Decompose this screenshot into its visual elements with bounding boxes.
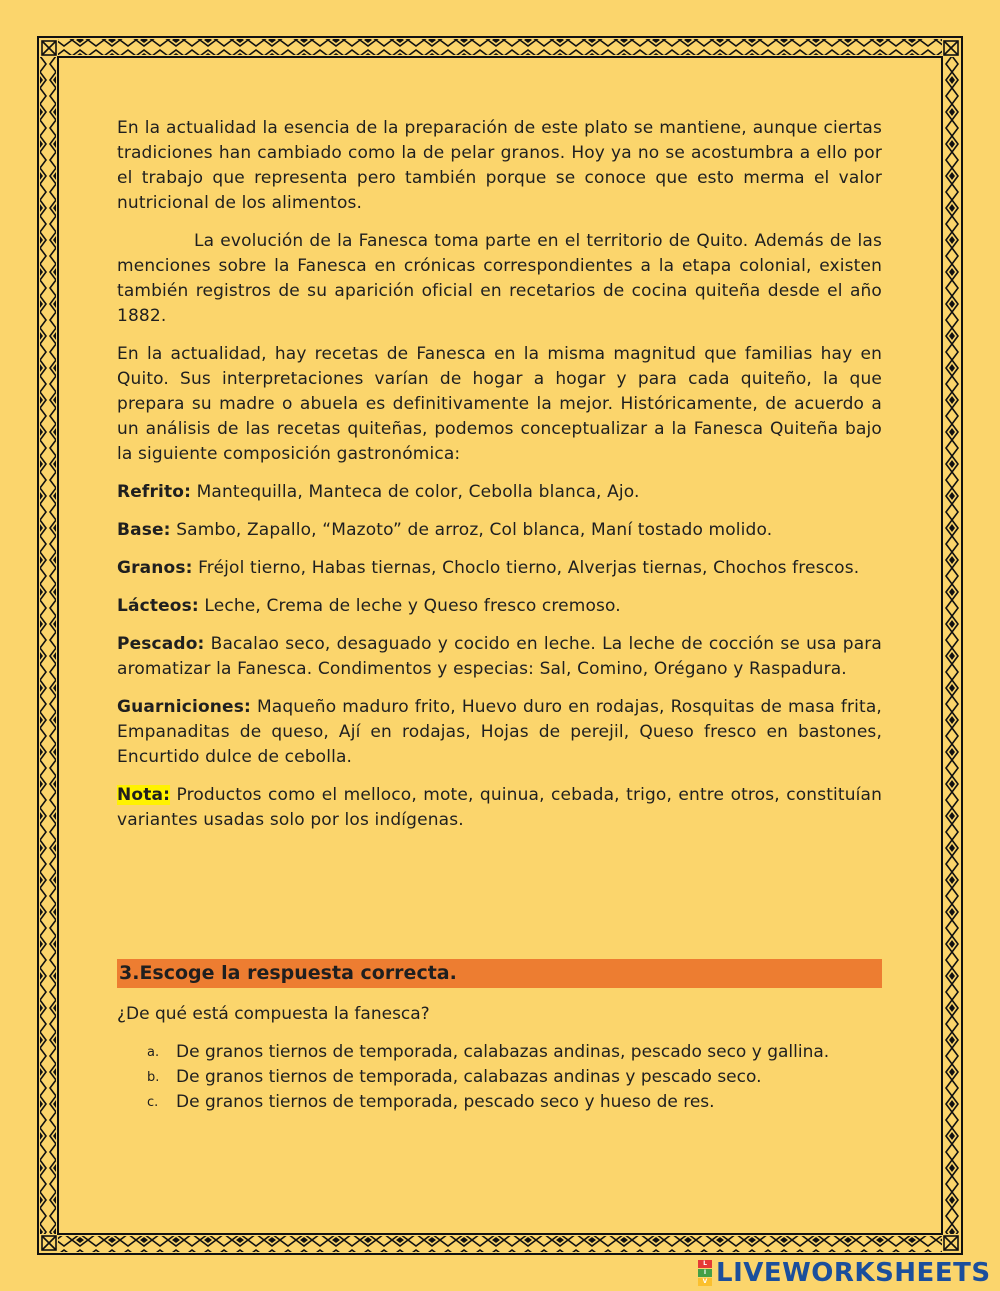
option-letter: a.: [147, 1045, 160, 1060]
ingredient-label: Refrito:: [117, 482, 192, 502]
exercise-question: ¿De qué está compuesta la fanesca?: [117, 1004, 430, 1024]
note: [117, 783, 882, 833]
answer-option-a[interactable]: [117, 1040, 882, 1065]
paragraph-2: La evolución de la Fanesca toma parte en el territorio de Quito. Además de las menciones sobre la Fanesca en crónicas correspondientes a la etapa colonial, existen también registros de su aparición oficial en recetarios de cocina quiteña desde el año 1882.: [117, 231, 882, 326]
ingredient-label: Pescado:: [117, 634, 205, 654]
logo-tiles-icon: [698, 1260, 712, 1287]
option-text: De granos tiernos de temporada, calabazas andinas y pescado seco.: [176, 1067, 762, 1087]
option-text: De granos tiernos de temporada, pescado seco y hueso de res.: [176, 1092, 715, 1112]
option-letter: b.: [147, 1070, 160, 1085]
liveworksheets-logo[interactable]: [698, 1258, 991, 1288]
ingredient-granos: [117, 556, 882, 581]
ingredient-label: Lácteos:: [117, 596, 199, 616]
ingredient-text: Leche, Crema de leche y Queso fresco cremoso.: [198, 596, 621, 616]
logo-tile: I: [698, 1269, 712, 1277]
ingredient-label: Guarniciones:: [117, 697, 251, 717]
ingredient-guarniciones: [117, 695, 882, 770]
ingredient-text: Maqueño maduro frito, Huevo duro en rodajas, Rosquitas de masa frita, Empanaditas de queso, Ají en rodajas, Hojas de perejil, Queso fresco en bastones, Encurtido dulce de cebolla.: [117, 697, 882, 767]
ingredient-text: Sambo, Zapallo, “Mazoto” de arroz, Col blanca, Maní tostado molido.: [170, 520, 773, 540]
note-label: Nota:: [117, 785, 171, 805]
option-letter: c.: [147, 1095, 159, 1110]
logo-text: LIVEWORKSHEETS: [716, 1258, 991, 1288]
ingredient-text: Bacalao seco, desaguado y cocido en leche. La leche de cocción se usa para aromatizar la Fanesca. Condimentos y especias: Sal, Comino, Orégano y Raspadura.: [117, 634, 882, 679]
note-text: Productos como el melloco, mote, quinua, cebada, trigo, entre otros, constituían variantes usadas solo por los indígenas.: [117, 785, 882, 830]
ingredient-pescado: [117, 632, 882, 682]
answer-options: [117, 1040, 882, 1115]
ingredient-text: Fréjol tierno, Habas tiernas, Choclo tierno, Alverjas tiernas, Chochos frescos.: [192, 558, 860, 578]
exercise-heading: 3.Escoge la respuesta correcta.: [117, 959, 882, 988]
ingredient-label: Granos:: [117, 558, 193, 578]
paragraph-3: En la actualidad, hay recetas de Fanesca en la misma magnitud que familias hay en Quito. Sus interpretaciones varían de hogar a hogar y para cada quiteño, la que prepara su madre o abuela es definitivamente la mejor. Históricamente, de acuerdo a un análisis de las recetas quiteñas, podemos conceptualizar a la Fanesca Quiteña bajo la siguiente composición gastronómica:: [117, 344, 882, 464]
paragraph-1: En la actualidad la esencia de la preparación de este plato se mantiene, aunque ciertas tradiciones han cambiado como la de pelar granos. Hoy ya no se acostumbra a ello por el trabajo que representa pero también porque se conoce que esto merma el valor nutricional de los alimentos.: [117, 118, 882, 213]
article-body: [117, 116, 882, 846]
ingredient-label: Base:: [117, 520, 171, 540]
option-text: De granos tiernos de temporada, calabazas andinas, pescado seco y gallina.: [176, 1042, 830, 1062]
logo-tile: L: [698, 1260, 712, 1268]
logo-tile: V: [698, 1278, 712, 1286]
answer-option-c[interactable]: [117, 1090, 882, 1115]
ingredient-lacteos: [117, 594, 882, 619]
ingredient-base: [117, 518, 882, 543]
ingredient-refrito: [117, 480, 882, 505]
ingredient-text: Mantequilla, Manteca de color, Cebolla blanca, Ajo.: [191, 482, 640, 502]
answer-option-b[interactable]: [117, 1065, 882, 1090]
